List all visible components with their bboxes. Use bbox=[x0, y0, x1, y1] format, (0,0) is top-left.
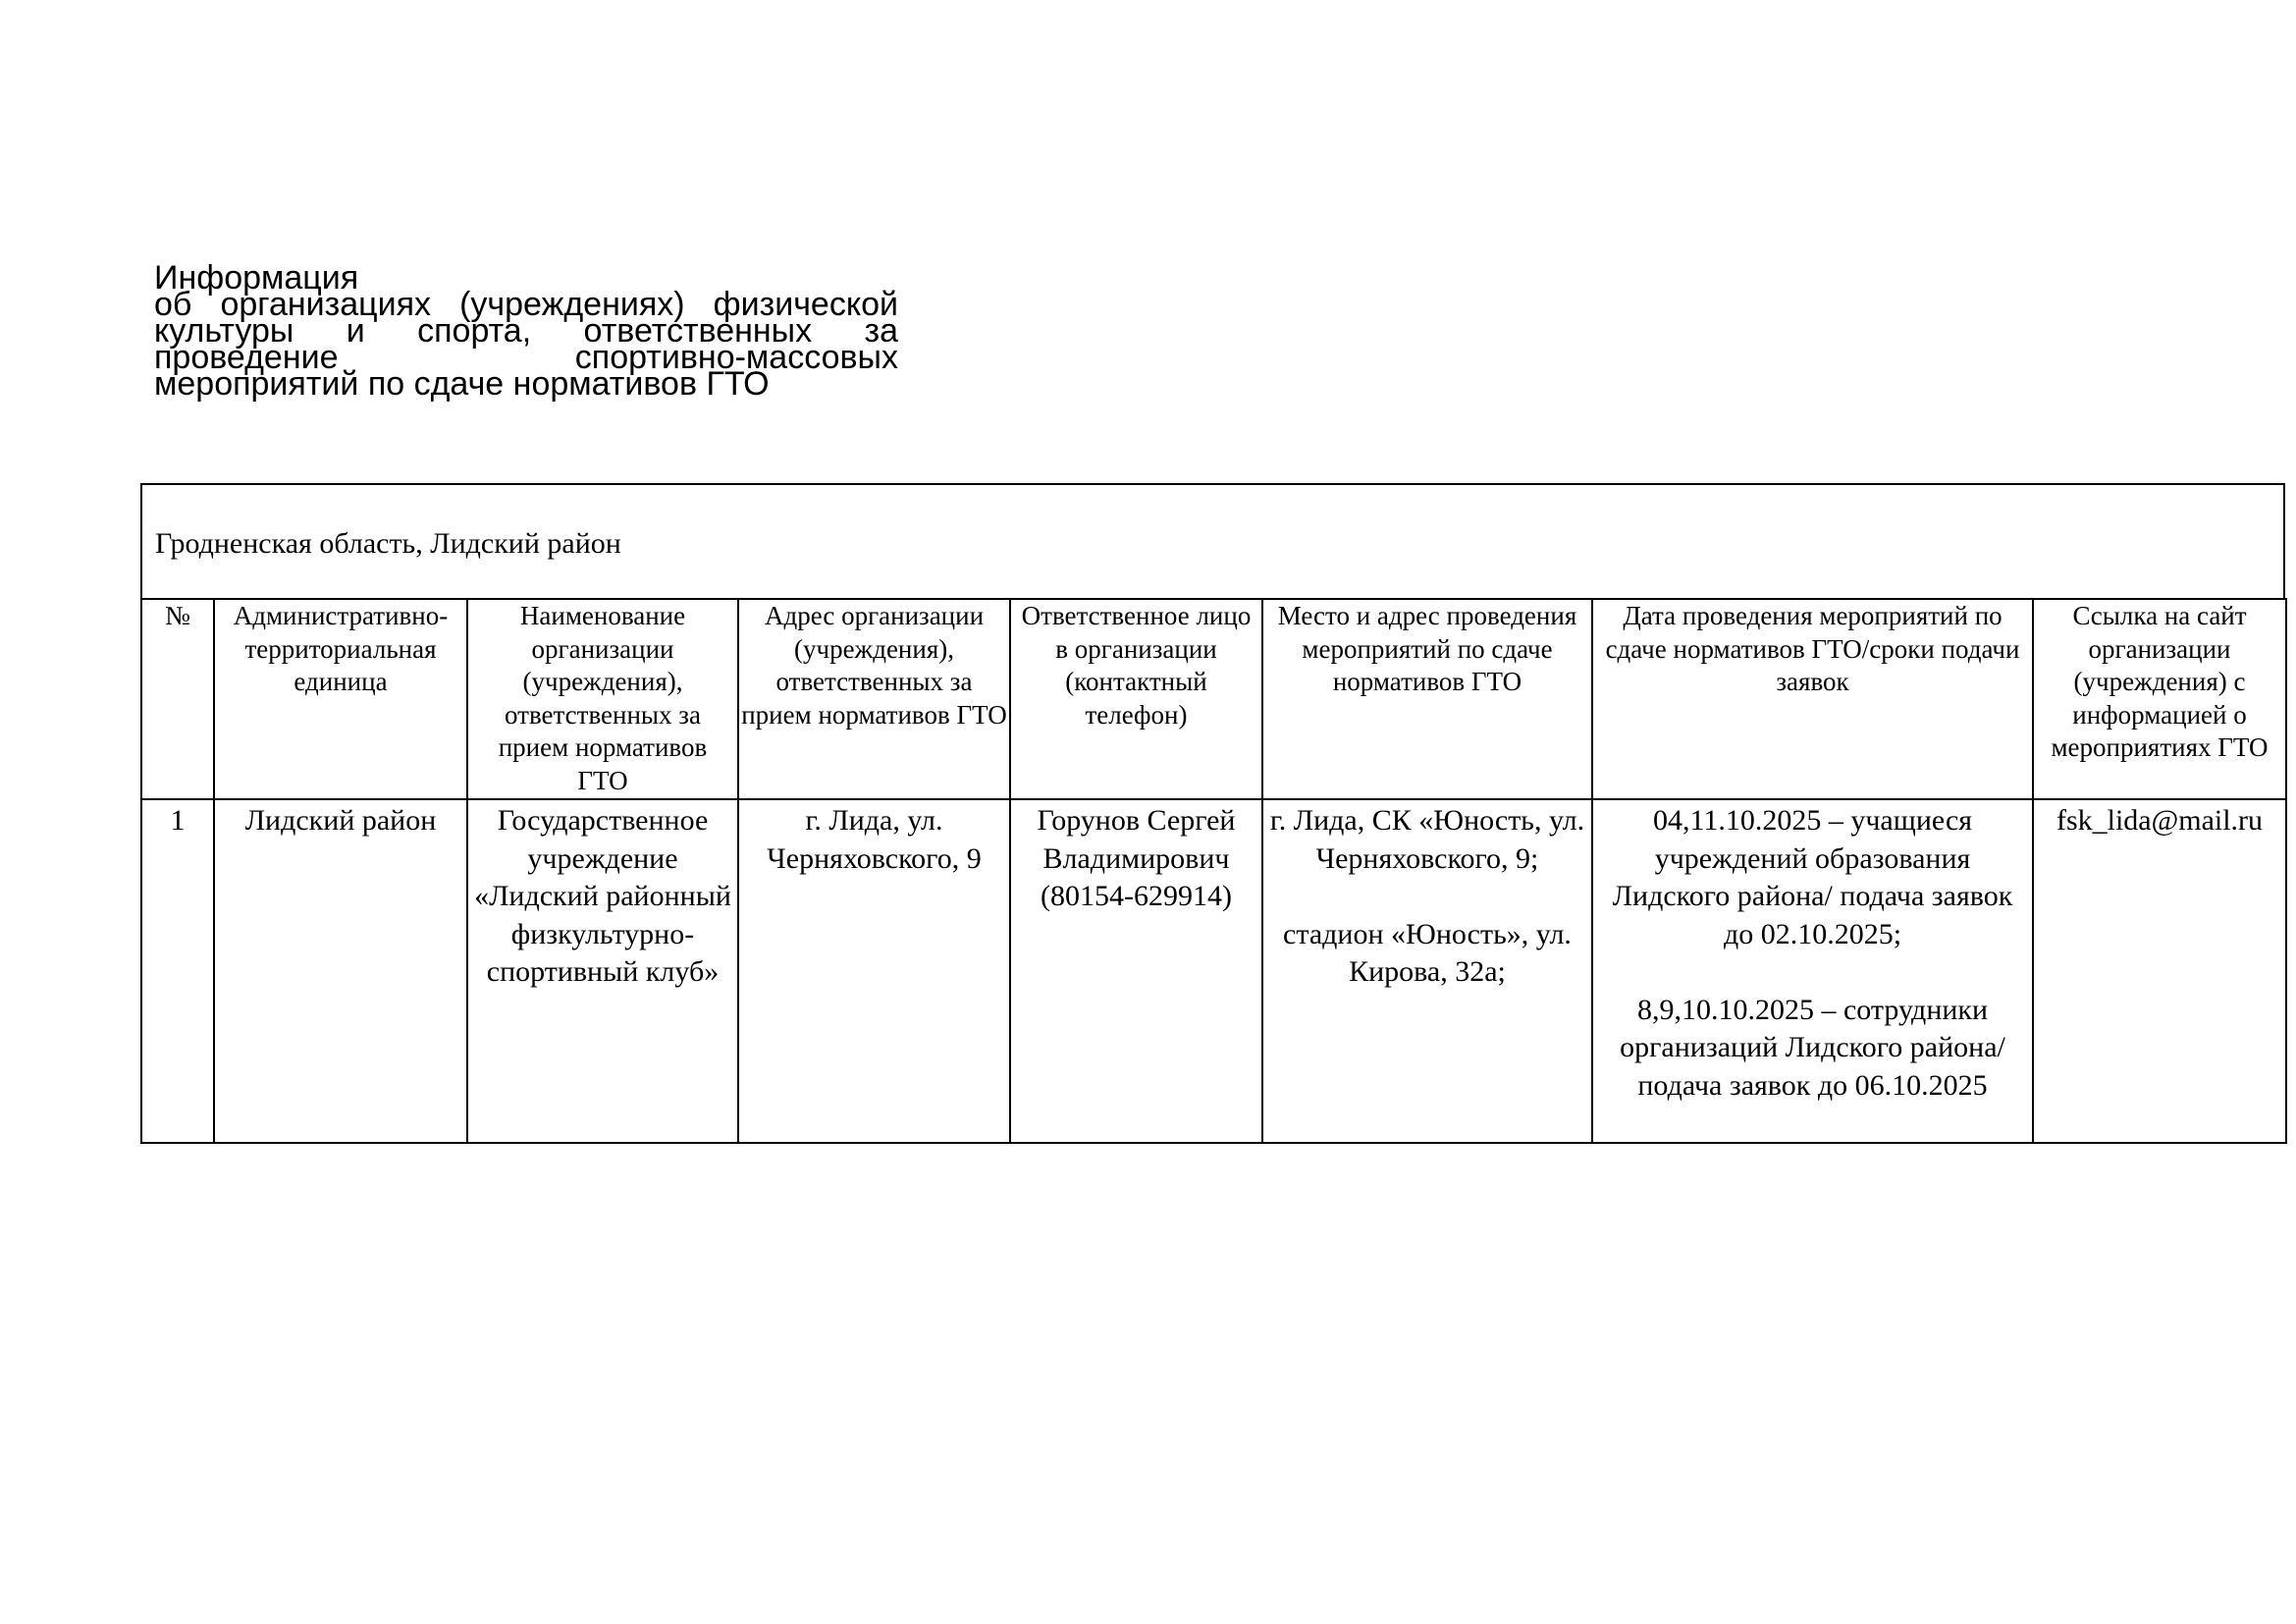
header-organization: Наименование организации (учреждения), ответственных за прием нормативов ГТО bbox=[467, 599, 738, 799]
cell-venue bbox=[1262, 799, 1592, 1143]
cell-link bbox=[2033, 799, 2286, 1143]
document-heading bbox=[154, 259, 898, 403]
heading-line-4: проведение спортивно-массовых bbox=[154, 339, 898, 376]
cell-number: 1 bbox=[141, 799, 214, 1143]
header-number: № bbox=[141, 599, 214, 799]
email-link[interactable]: fsk_lida@mail.ru bbox=[2056, 804, 2264, 837]
header-address: Адрес организации (учреждения), ответственных за прием нормативов ГТО bbox=[738, 599, 1010, 799]
table-row bbox=[141, 799, 2286, 1143]
cell-organization: Государственное учреждение «Лидский районный физкультурно-спортивный клуб» bbox=[467, 799, 738, 1143]
table-header-row bbox=[141, 599, 2286, 799]
venue-1: г. Лида, СК «Юность, ул. Черняховского, 9; bbox=[1269, 804, 1585, 875]
heading-line-1: Информация bbox=[154, 259, 359, 297]
region-title: Гродненская область, Лидский район bbox=[155, 527, 621, 560]
heading-line-5: мероприятий по сдаче нормативов ГТО bbox=[154, 365, 770, 403]
cell-admin-unit: Лидский район bbox=[214, 799, 467, 1143]
gto-organizations-table bbox=[140, 598, 2287, 1144]
header-dates: Дата проведения мероприятий по сдаче нормативов ГТО/сроки подачи заявок bbox=[1592, 599, 2033, 799]
region-title-row bbox=[140, 483, 2285, 598]
cell-contact: Горунов Сергей Владимирович (80154-629914) bbox=[1010, 799, 1262, 1143]
venue-2: стадион «Юность», ул. Кирова, 32а; bbox=[1283, 917, 1572, 988]
dates-students: 04,11.10.2025 – учащиеся учреждений образования Лидского района/ подача заявок до 02.10.2025; bbox=[1612, 804, 2013, 950]
heading-line-3: культуры и спорта, ответственных за bbox=[154, 312, 898, 350]
cell-address: г. Лида, ул. Черняховского, 9 bbox=[738, 799, 1010, 1143]
cell-dates bbox=[1592, 799, 2033, 1143]
header-venue: Место и адрес проведения мероприятий по сдаче нормативов ГТО bbox=[1262, 599, 1592, 799]
dates-employees: 8,9,10.10.2025 – сотрудники организаций Лидского района/ подача заявок до 06.10.2025 bbox=[1620, 993, 2005, 1102]
header-link: Ссылка на сайт организации (учреждения) с информацией о мероприятиях ГТО bbox=[2033, 599, 2286, 799]
header-admin-unit: Административно-территориальная единица bbox=[214, 599, 467, 799]
header-contact: Ответственное лицо в организации (контактный телефон) bbox=[1010, 599, 1262, 799]
heading-line-2: об организациях (учреждениях) физической bbox=[154, 286, 898, 323]
